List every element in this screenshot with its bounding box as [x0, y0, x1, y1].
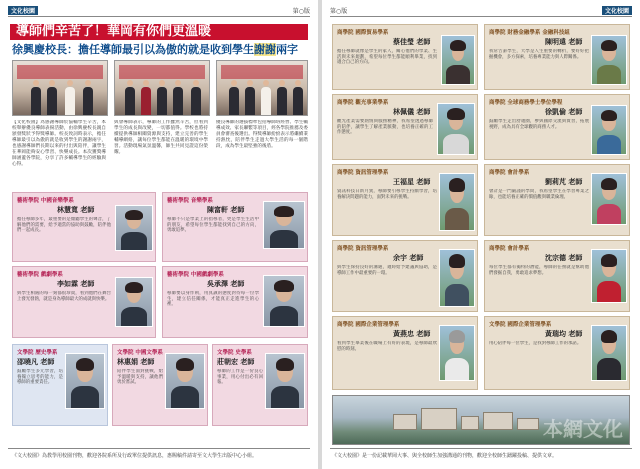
- headline: 導師們辛苦了！華岡有你們更溫暖: [10, 24, 308, 40]
- page-label: 第○版: [292, 8, 310, 15]
- card-name: 李如霖 老師: [57, 280, 95, 288]
- teacher-portrait: [591, 249, 627, 303]
- card-text: 導師的工作是一份良心事業，用心付出必有回報。: [217, 369, 263, 386]
- card-dept: 商學院 觀光事業學系: [337, 100, 389, 106]
- masthead-logo: 文化校園: [602, 6, 632, 15]
- card-dept: 藝術學院 戲劇學系: [17, 272, 63, 278]
- right-page: [322, 0, 640, 469]
- teacher-portrait: [439, 249, 475, 307]
- card-name: 蔡佳瑩 老師: [393, 38, 431, 46]
- teacher-card: [484, 94, 630, 160]
- card-name: 徐凱倫 老師: [545, 108, 583, 116]
- teacher-portrait: [437, 103, 475, 155]
- card-dept: 商學院 國際貿易學系: [337, 30, 389, 36]
- card-text: 陪伴學生面對挑戰，給予溫暖與支持，讓他們勇於嘗試。: [117, 369, 163, 386]
- teacher-portrait: [65, 353, 105, 409]
- card-name: 王福星 老師: [393, 178, 431, 186]
- subhead-pre: 徐興慶校長：擔任導師最引以為傲的就是收到學生: [12, 43, 254, 56]
- card-name: 余宇 老師: [393, 254, 424, 262]
- card-name: 黃燕忠 老師: [393, 330, 431, 338]
- card-text: 擔任導師多年，最重要的是傾聽學生的聲音，了解他們的需要，給予適當的協助與鼓勵，陪伴他們一起成長。: [17, 217, 111, 234]
- card-dept: 商學院 會計學系: [489, 246, 530, 252]
- teacher-portrait: [263, 201, 305, 249]
- card-name: 林惠娟 老師: [117, 358, 155, 366]
- teacher-card: [332, 24, 478, 90]
- card-text: 鼓勵學生多元學習，培養獨立思考的能力，是導師的重要責任。: [17, 369, 63, 386]
- teacher-portrait: [591, 173, 627, 225]
- article-col-3: 優良導師的選拔標準包括導師班經營、學生輔導成效、家長聯繫等項目，經各學院推薦及委員會審查後選出。得獎導師紛紛表示將繼續秉持熱忱，陪伴學生走過大學生活的每一個階段，成為學生最堅強的後盾。: [216, 120, 308, 149]
- teacher-card: [484, 24, 630, 90]
- card-dept: 文學院 中國文學系: [117, 350, 163, 356]
- teacher-card: [484, 240, 630, 312]
- card-name: 林佩儀 老師: [393, 108, 431, 116]
- card-text: 鼓勵學生走出舒適圈，參與國際交流與實習，拓展視野，成為具有全球觀的商務人才。: [489, 119, 589, 130]
- teacher-portrait: [439, 325, 475, 381]
- teacher-card: [112, 344, 208, 426]
- masthead-left: [8, 6, 38, 16]
- masthead-rule: [330, 16, 632, 17]
- card-text: 與學生相處的每一刻都很珍貴，看到他們在舞台上發光發熱，就是身為導師最大的成就與快樂。: [17, 291, 111, 302]
- watermark: 本網文化: [543, 417, 623, 441]
- teacher-portrait: [441, 35, 475, 85]
- card-text: 導師不只是學業上的指導者，更是學生生活中的朋友，希望每位學生都能找到自己的方向，勇敢追夢。: [167, 217, 259, 234]
- teacher-card: [162, 192, 308, 262]
- teacher-card: [12, 266, 156, 338]
- card-name: 吳承澤 老師: [207, 280, 245, 288]
- article-col-2: 與會導師表示，導師的工作雖然辛苦，但看到學生的成長與改變，一切都值得。學校也將持續提供導師相關資源與支持，建立完善的學生輔導網絡，讓每位學生都能在溫暖的環境中學習。活動現場氣氛溫馨，師生共同見證這份榮耀。: [114, 120, 208, 155]
- card-dept: 商學院 資訊管理學系: [337, 246, 389, 252]
- card-dept: 文學院 史學系: [217, 350, 252, 356]
- card-name: 莊朝宏 老師: [217, 358, 255, 366]
- teacher-portrait: [115, 277, 153, 327]
- award-photo-3: [216, 60, 308, 116]
- card-text: 擔任導師就像是學生的家人，關心他們的學業、生活與未來規劃，希望每位學生都能順利畢業，找到適合自己的方向。: [337, 49, 437, 66]
- teacher-portrait: [591, 35, 627, 85]
- footer-rule: [8, 448, 310, 449]
- subhead-post: 兩字: [276, 43, 298, 56]
- card-name: 邵曉凡 老師: [17, 358, 55, 366]
- teacher-card: [484, 316, 630, 390]
- teacher-card: [332, 240, 478, 312]
- masthead-rule: [8, 16, 310, 17]
- card-dept: 藝術學院 音樂學系: [167, 198, 213, 204]
- teacher-card: [332, 316, 478, 390]
- teacher-card: [484, 164, 630, 236]
- masthead-logo: 文化校園: [8, 6, 38, 15]
- card-name: 陳明遠 老師: [545, 38, 583, 46]
- teacher-card: [212, 344, 308, 426]
- card-name: 林慧寬 老師: [57, 206, 95, 214]
- card-name: 劉莉芃 老師: [545, 178, 583, 186]
- teacher-portrait: [265, 353, 305, 409]
- teacher-portrait: [591, 105, 627, 155]
- masthead-right: [602, 6, 632, 16]
- teacher-portrait: [165, 353, 205, 409]
- card-name: 陳富軒 老師: [207, 206, 245, 214]
- card-text: 看到學生畢業後在職場上有好的表現，是導師最欣慰的時刻。: [337, 341, 437, 352]
- card-text: 會計是一門嚴謹的學問，我希望學生在學習專業之餘，也能培養正確的價值觀與職業倫理。: [489, 189, 589, 200]
- left-page: [0, 0, 318, 469]
- page-label: 第○版: [330, 8, 348, 15]
- card-dept: 文學院 國際企業管理學系: [489, 322, 552, 328]
- award-photo-2: [114, 60, 210, 116]
- teacher-card: [162, 266, 308, 338]
- campus-photo: [332, 395, 630, 445]
- subheadline: [12, 43, 308, 57]
- teacher-portrait: [439, 173, 475, 231]
- card-dept: 文學院 歷史學系: [17, 350, 58, 356]
- footer-rule: [330, 448, 632, 449]
- teacher-card: [12, 192, 156, 262]
- card-text: 用心陪伴每一位學生，是我對導師工作的承諾。: [489, 341, 582, 346]
- teacher-portrait: [263, 275, 305, 327]
- teacher-card: [332, 164, 478, 236]
- award-photo-1: [12, 60, 108, 116]
- teacher-card: [12, 344, 108, 426]
- footer-note: 《文大校園》是一份記載華岡大事、與全校師生加強溝通的刊物，歡迎全校師生踴躍投稿、提供文章。: [332, 453, 558, 459]
- card-dept: 商學院 會計學系: [489, 170, 530, 176]
- card-name: 沈宗德 老師: [545, 254, 583, 262]
- card-name: 黃瑞均 老師: [545, 330, 583, 338]
- card-dept: 藝術學院 中國音樂學系: [17, 198, 74, 204]
- card-text: 導師要以身作則，用真誠的態度對待每一位學生，建立信任關係，才能真正走進學生的心裡。: [167, 291, 259, 308]
- teacher-card: [332, 94, 478, 160]
- card-text: 每位學生都有獨特的潛能，導師的任務就是幫助他們發掘自我，勇敢追求夢想。: [489, 265, 589, 276]
- teacher-portrait: [591, 325, 627, 381]
- card-dept: 商學院 國際企業管理學系: [337, 322, 400, 328]
- card-dept: 藝術學院 中國戲劇學系: [167, 272, 224, 278]
- card-text: 我常告訴學生，大學是人生重要的轉折，要好好把握機會，多方探索，培養專業能力與人際關係。: [489, 49, 589, 60]
- card-text: 觀光產業需要熱情與服務精神，我希望透過導師的陪伴，讓學生了解產業脈動，也培養正確的工作態度。: [337, 119, 433, 136]
- card-text: 資訊科技日新月異，導師要引導學生持續學習，培養解決問題的能力，面對未來的挑戰。: [337, 189, 437, 200]
- card-text: 與學生保持良好的溝通，適時給予建議與協助，是導師工作中最重要的一環。: [337, 265, 437, 276]
- article-col-1: 【文化校園】為感謝導師於協輔學生辛苦，本校舉辦優良導師表揚活動，由徐興慶校長親自頒發獎狀予得獎導師。校長致詞時表示，擔任導師最引以為傲的就是收到學生的謝謝兩字，也感謝導師們長期以來的付出與陪伴，讓學生在華岡能夠安心學習、快樂成長。本次獲獎導師涵蓋各學院，分享了許多輔導學生的經驗與心得。: [12, 120, 106, 167]
- subhead-highlight: 謝謝: [254, 43, 276, 56]
- card-dept: 商學院 財務金融學系 金融科技組: [489, 30, 570, 36]
- teacher-portrait: [115, 205, 153, 251]
- card-dept: 商學院 資訊管理學系: [337, 170, 389, 176]
- card-dept: 商學院 全球商務學士學位學程: [489, 100, 563, 106]
- footer-note: 《文大校園》為教學用校園刊物，歡迎各院系所及行政單位提供訊息，惠賜稿件請寄至文大學生出版中心小組。: [12, 453, 258, 459]
